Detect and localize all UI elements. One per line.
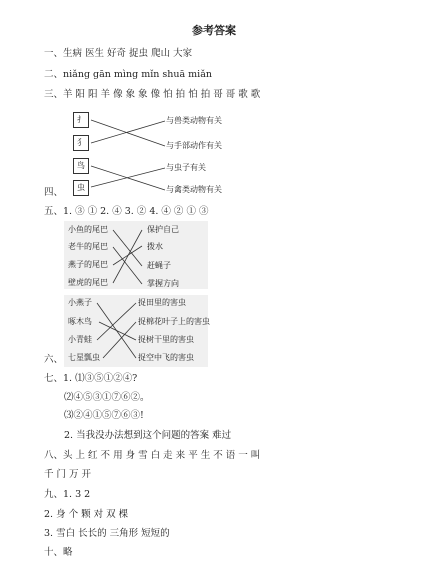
answer-9-line-1: 九、1. 3 2 bbox=[44, 489, 91, 500]
answer-7-line-2: ⑵④⑤③①⑦⑥②。 bbox=[64, 392, 150, 403]
radical-box: 虫 bbox=[73, 180, 89, 196]
answer-9-line-2: 2. 身 个 颗 对 双 棵 bbox=[44, 509, 129, 520]
match-right-label: 拨水 bbox=[147, 242, 163, 251]
match-right-label: 保护自己 bbox=[147, 225, 179, 234]
match-right-label: 与手部动作有关 bbox=[166, 141, 222, 150]
answer-1: 一、生病 医生 好奇 捉虫 爬山 大家 bbox=[44, 48, 193, 59]
match-right-label: 与禽类动物有关 bbox=[166, 185, 222, 194]
match-right-label: 赶蝇子 bbox=[147, 261, 171, 270]
match-right-label: 捉空中飞的害虫 bbox=[138, 353, 194, 362]
match-left-label: 小青蛙 bbox=[68, 335, 92, 344]
answer-8-line-1: 八、头 上 红 不 用 身 雪 白 走 来 平 生 不 语 一 叫 bbox=[44, 450, 261, 461]
radical-box: 扌 bbox=[73, 112, 89, 128]
section-6-marker: 六、 bbox=[44, 354, 64, 365]
answer-2: 二、niǎng gān mìng mǐn shuā miǎn bbox=[44, 69, 212, 80]
match-left-label: 七星瓢虫 bbox=[68, 353, 100, 362]
answer-5: 五、1. ③ ① 2. ④ 3. ② 4. ④ ② ① ③ bbox=[44, 206, 209, 217]
match-right-label: 掌握方向 bbox=[147, 279, 179, 288]
answer-7-line-3: ⑶②④①⑤⑦⑥③! bbox=[64, 410, 144, 421]
match-left-label: 小燕子 bbox=[68, 298, 92, 307]
answer-7-line-1: 七、1. ⑴③⑤①②④? bbox=[44, 373, 138, 384]
answer-9-line-3: 3. 雪白 长长的 三角形 短短的 bbox=[44, 528, 170, 539]
match-right-label: 捉田里的害虫 bbox=[138, 298, 186, 307]
match-right-label: 与兽类动物有关 bbox=[166, 116, 222, 125]
match-right-label: 捉棉花叶子上的害虫 bbox=[138, 317, 210, 326]
match-left-label: 啄木鸟 bbox=[68, 317, 92, 326]
radical-box: 鸟 bbox=[73, 158, 89, 174]
answer-7-line-4: 2. 当我没办法想到这个问题的答案 难过 bbox=[64, 430, 232, 441]
match-line bbox=[97, 303, 136, 340]
radical-box: 犭 bbox=[73, 135, 89, 151]
match-line bbox=[99, 322, 136, 340]
match-line bbox=[103, 322, 136, 358]
match-left-label: 壁虎的尾巴 bbox=[68, 278, 108, 287]
match-right-label: 与虫子有关 bbox=[166, 163, 206, 172]
page-title: 参考答案 bbox=[192, 24, 236, 37]
match-left-label: 老牛的尾巴 bbox=[68, 242, 108, 251]
answer-10: 十、略 bbox=[44, 547, 73, 558]
answer-3: 三、羊 阳 阳 羊 像 象 象 像 怕 拍 怕 拍 哥 哥 歌 歌 bbox=[44, 89, 261, 100]
section-4-marker: 四、 bbox=[44, 187, 64, 198]
match-left-label: 小鱼的尾巴 bbox=[68, 225, 108, 234]
match-left-label: 燕子的尾巴 bbox=[68, 260, 108, 269]
match-right-label: 捉树干里的害虫 bbox=[138, 335, 194, 344]
answer-8-line-2: 千 门 万 开 bbox=[44, 469, 92, 480]
